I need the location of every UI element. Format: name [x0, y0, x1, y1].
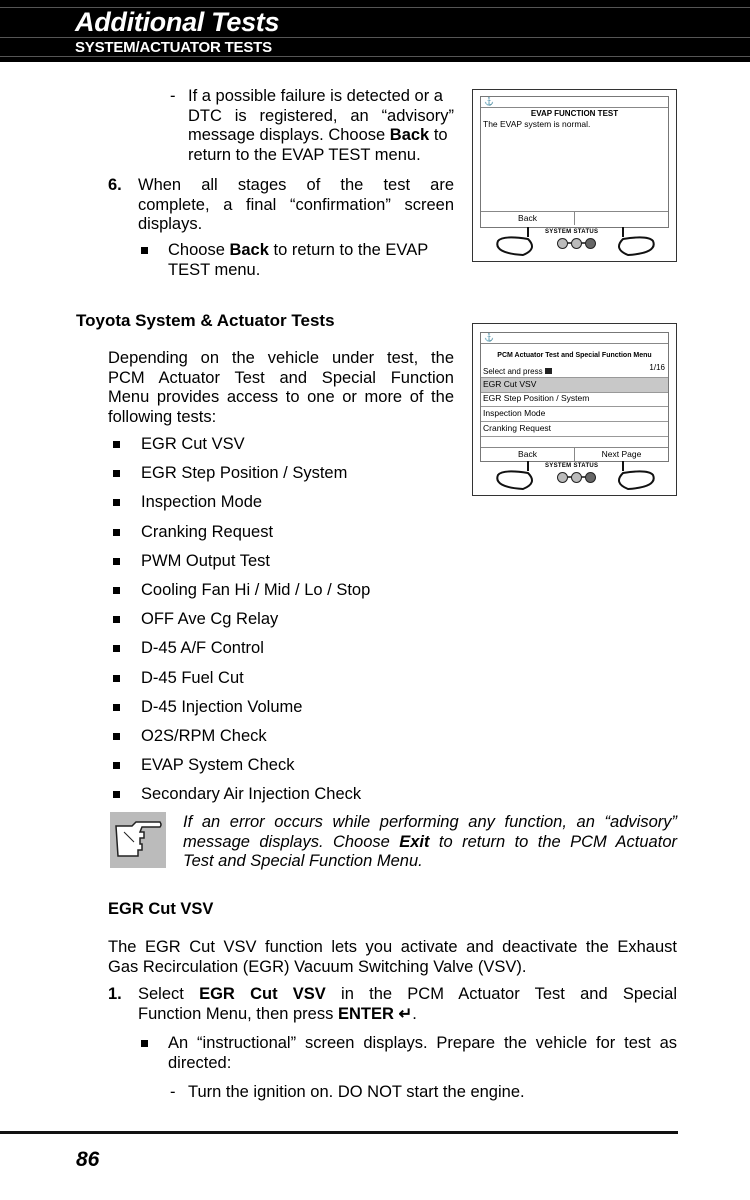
bullet-icon [113, 616, 120, 623]
lcd-menu-item[interactable]: EGR Step Position / System [481, 392, 668, 407]
status-led-icon [585, 238, 596, 249]
chapter-title: Additional Tests [75, 7, 280, 37]
bullet-icon [113, 645, 120, 652]
bullet-icon [113, 529, 120, 536]
dash-marker: - [170, 1083, 176, 1101]
test-list-item: Cooling Fan Hi / Mid / Lo / Stop [141, 581, 371, 599]
bullet-icon [113, 558, 120, 565]
bullet-icon [113, 587, 120, 594]
test-list-item: OFF Ave Cg Relay [141, 610, 279, 629]
page-header [0, 0, 750, 62]
step-number: 1. [108, 985, 122, 1003]
lcd-prompt: Select and press [483, 367, 552, 376]
status-led-icon [571, 472, 582, 483]
status-led-icon [557, 472, 568, 483]
evap-screen-illustration [472, 89, 677, 262]
step6-bullet-text: Choose Back to return to the EVAP TEST menu. [168, 241, 429, 279]
subsection-heading: EGR Cut VSV [108, 900, 214, 918]
note-text: If an error occurs while performing any function, an “advisory” message displays. Choose Exit to return to the PCM Actuator Test and Special Function Menu. [183, 813, 677, 870]
system-status-label: SYSTEM STATUS [545, 229, 599, 235]
lcd-menu-item[interactable]: EGR Cut VSV [481, 377, 668, 393]
next-page-softkey[interactable]: Next Page [601, 449, 642, 459]
lcd-menu-item[interactable]: Cranking Request [481, 422, 668, 437]
step1-bullet-text: An “instructional” screen displays. Prepare the vehicle for test as directed: [168, 1034, 677, 1072]
section-heading: Toyota System & Actuator Tests [76, 311, 335, 330]
step1-text: Select EGR Cut VSV in the PCM Actuator Test and Special Function Menu, then press ENTER ↵. [138, 985, 677, 1023]
enter-key-icon [545, 368, 552, 374]
lcd-display [480, 96, 669, 228]
lcd-menu-item[interactable]: Inspection Mode [481, 407, 668, 422]
bullet-icon [113, 470, 120, 477]
test-list-item: Inspection Mode [141, 493, 263, 512]
right-softkey[interactable] [575, 212, 668, 225]
lcd-display [480, 332, 669, 462]
lcd-title: PCM Actuator Test and Special Function Menu [497, 352, 652, 359]
vehicle-icon: ⚓ [484, 97, 494, 106]
test-list-item: EGR Cut VSV [141, 435, 245, 453]
pcm-screen-illustration [472, 323, 677, 496]
status-led-icon [585, 472, 596, 483]
bullet-icon [113, 791, 120, 798]
back-softkey[interactable]: Back [481, 448, 575, 461]
egr-description: The EGR Cut VSV function lets you activate and deactivate the Exhaust Gas Recirculation (EGR) Vacuum Switching Valve (VSV). [108, 938, 677, 976]
footer-divider [0, 1131, 678, 1134]
step1-dash-text: Turn the ignition on. DO NOT start the engine. [188, 1083, 525, 1101]
system-status-label: SYSTEM STATUS [545, 463, 599, 469]
bullet-icon [113, 704, 120, 711]
page-indicator: 1/16 [649, 363, 665, 372]
status-led-icon [557, 238, 568, 249]
bullet-icon [141, 1040, 148, 1047]
step-number: 6. [108, 176, 122, 194]
test-list-item: O2S/RPM Check [141, 727, 267, 745]
test-list-item: D-45 Injection Volume [141, 697, 303, 716]
test-list-item: D-45 Fuel Cut [141, 668, 244, 687]
intro-paragraph: Depending on the vehicle under test, the PCM Actuator Test and Special Function Menu provides access to one or more of the following tests: [108, 349, 454, 426]
enter-key-icon: ↵ [398, 1004, 413, 1023]
pointing-hand-note-icon [110, 812, 166, 868]
advisory-paragraph: If a possible failure is detected or a DTC is registered, an “advisory” message displays. Choose Back to return to the EVAP TEST menu. [188, 87, 454, 164]
bullet-icon [113, 441, 120, 448]
bullet-icon [113, 499, 120, 506]
test-list-item: EVAP System Check [141, 756, 295, 775]
test-list-item: EGR Step Position / System [141, 464, 348, 483]
status-led-icon [571, 238, 582, 249]
bullet-icon [141, 247, 148, 254]
test-list-item: D-45 A/F Control [141, 639, 264, 658]
lcd-title: EVAP FUNCTION TEST [530, 109, 619, 118]
page-number: 86 [76, 1148, 100, 1171]
test-list-item: Cranking Request [141, 522, 274, 541]
section-subtitle: SYSTEM/ACTUATOR TESTS [75, 39, 272, 56]
vehicle-icon: ⚓ [484, 333, 494, 342]
lcd-message: The EVAP system is normal. [483, 119, 591, 129]
bullet-icon [113, 733, 120, 740]
test-list-item: PWM Output Test [141, 551, 270, 570]
bullet-icon [113, 675, 120, 682]
back-softkey[interactable]: Back [481, 212, 575, 225]
dash-marker: - [170, 87, 176, 105]
test-list-item: Secondary Air Injection Check [141, 785, 362, 804]
step6-text: When all stages of the test are complete, a final “confirmation” screen displays. [138, 176, 454, 233]
bullet-icon [113, 762, 120, 769]
